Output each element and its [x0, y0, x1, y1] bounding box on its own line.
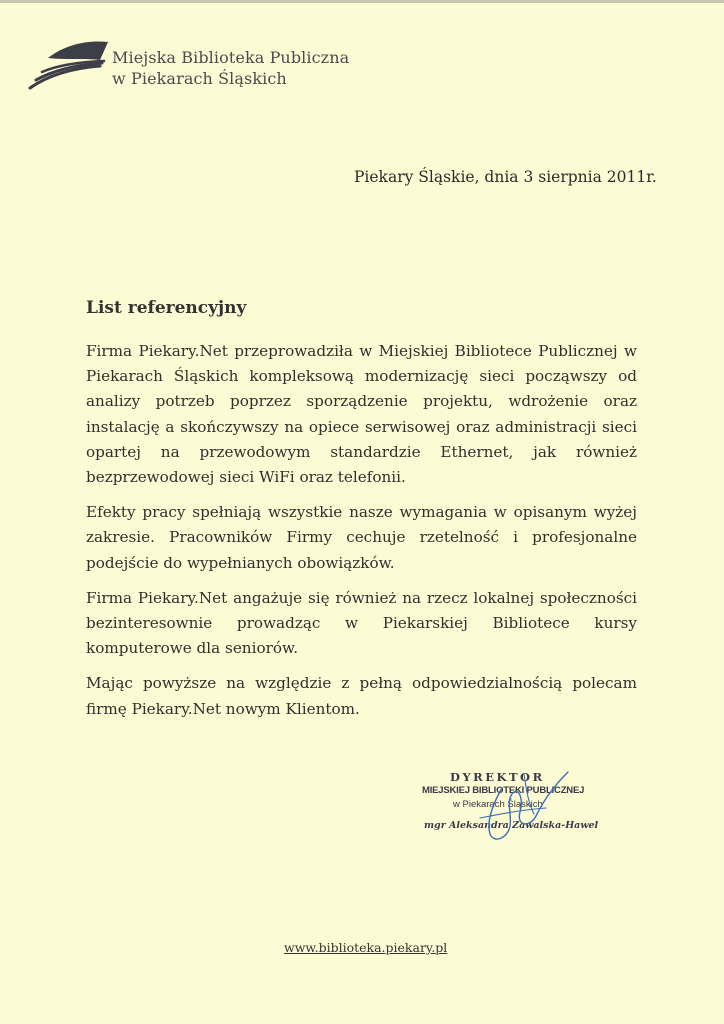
letter-body	[86, 339, 637, 732]
body-paragraph: Firma Piekary.Net przeprowadziła w Miejskiej Bibliotece Publicznej w Piekarach Śląskich kompleksową modernizację sieci począwszy od analizy potrzeb poprzez sporządzenie projektu, wdrożenie oraz instalację a skończywszy na opiece serwisowej oraz administracji sieci opartej na przewodowym standardzie Ethernet, jak również bezprzewodowej sieci WiFi oraz telefonii.	[86, 342, 637, 487]
stamp-institution: MIEJSKIEJ BIBLIOTEKI PUBLICZNEJ	[422, 785, 585, 796]
document-title: List referencyjny	[86, 298, 247, 318]
organization-name	[112, 47, 349, 89]
book-pages-logo-icon	[26, 40, 116, 92]
body-paragraph: Mając powyższe na względzie z pełną odpowiedzialnością polecam firmę Piekary.Net nowym Klientom.	[86, 674, 637, 718]
body-paragraph: Efekty pracy spełniają wszystkie nasze wymagania w opisanym wyżej zakresie. Pracowników Firmy cechuje rzetelność i profesjonalne podejście do wypełnianych obowiązków.	[86, 503, 637, 572]
stamp-person-name: mgr Aleksandra Zawalska-Hawel	[424, 820, 599, 831]
website-link[interactable]: www.biblioteka.piekary.pl	[284, 940, 448, 955]
body-paragraph: Firma Piekary.Net angażuje się również na rzecz lokalnej społeczności bezinteresownie prowadząc w Piekarskiej Bibliotece kursy komputerowe dla seniorów.	[86, 588, 637, 658]
org-name-line1: Miejska Biblioteka Publiczna	[112, 48, 350, 67]
place-and-date: Piekary Śląskie, dnia 3 sierpnia 2011r.	[354, 168, 657, 186]
stamp-city: w Piekarach Śląskich	[453, 799, 543, 810]
org-name-line2: w Piekarach Śląskich	[112, 69, 287, 88]
handwritten-signature	[450, 768, 580, 846]
stamp-title: DYREKTOR	[450, 770, 545, 784]
scan-edge	[0, 0, 724, 3]
